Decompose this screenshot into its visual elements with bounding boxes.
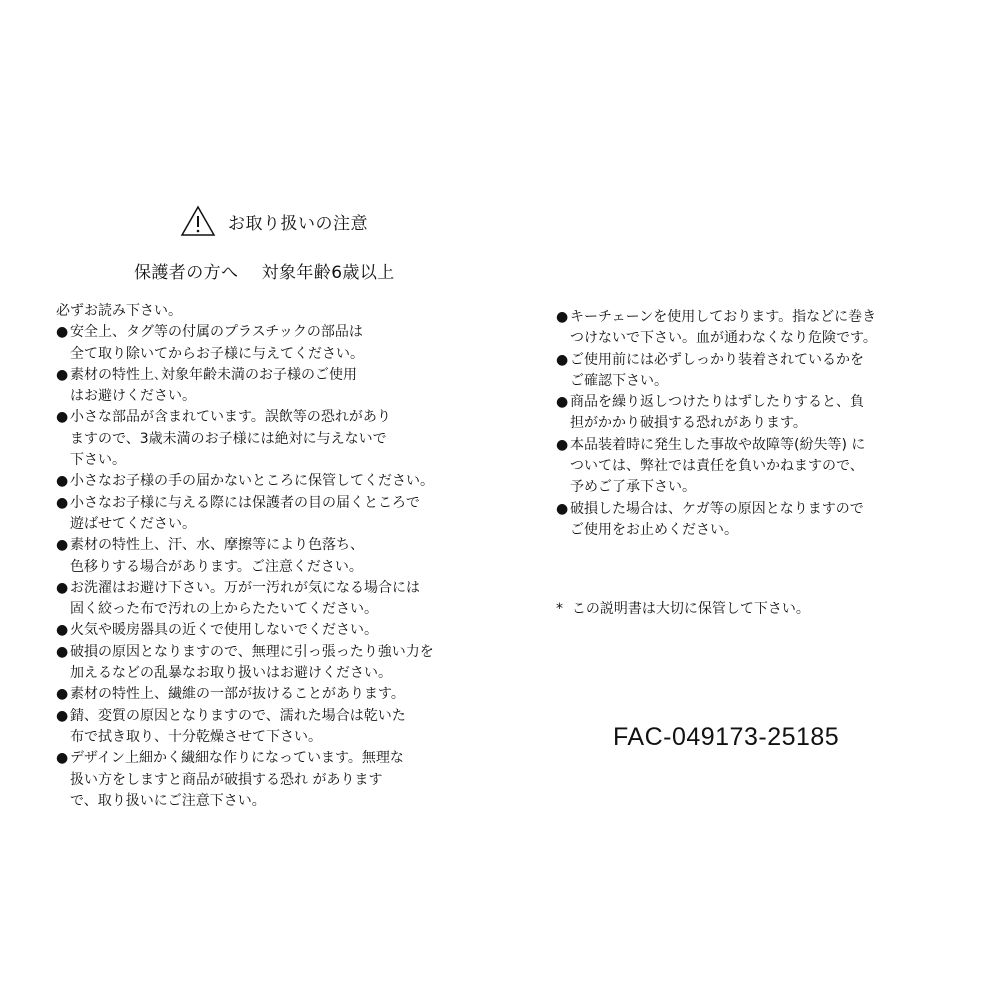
caution-line xyxy=(556,328,936,349)
bullet-icon: ● xyxy=(56,324,69,341)
bullet-icon: ● xyxy=(56,409,69,426)
caution-text: デザイン上細かく繊細な作りになっています。無理な xyxy=(70,750,404,767)
caution-line xyxy=(56,471,476,492)
caution-line xyxy=(56,322,476,343)
caution-item xyxy=(56,535,476,578)
bullet-icon: ● xyxy=(556,500,569,517)
bullet-icon: ● xyxy=(56,643,69,660)
bullet-icon: ● xyxy=(556,351,569,368)
left-column xyxy=(56,301,476,812)
caution-item xyxy=(56,578,476,621)
bullet-icon: ● xyxy=(56,750,69,767)
caution-text: はお避けください。 xyxy=(70,388,196,405)
caution-text: で、取り扱いにご注意下さい。 xyxy=(70,792,266,809)
caution-text: 遊ばせてください。 xyxy=(70,515,196,532)
caution-line xyxy=(556,499,936,520)
caution-text: 布で拭き取り、十分乾燥させて下さい。 xyxy=(70,728,322,745)
caution-text: 加えるなどの乱暴なお取り扱いはお避けください。 xyxy=(70,665,392,682)
caution-text: ますので、3歳未満のお子様には絶対に与えないで xyxy=(70,430,387,447)
caution-line xyxy=(556,435,936,456)
caution-item xyxy=(56,471,476,492)
caution-text: 火気や暖房器具の近くで使用しないでください。 xyxy=(70,622,378,639)
caution-line xyxy=(556,413,936,434)
caution-text: 錆、変質の原因となりますので、濡れた場合は乾いた xyxy=(70,707,406,724)
caution-text: 安全上、タグ等の付属のプラスチックの部品は xyxy=(70,324,363,341)
caution-text: キーチェーンを使用しております。指などに巻き xyxy=(570,309,877,325)
caution-text: つけないで下さい。血が通わなくなり危険です。 xyxy=(570,330,877,347)
caution-item xyxy=(556,350,936,393)
caution-text: 色移りする場合があります。ご注意ください。 xyxy=(70,558,363,575)
caution-text: 担がかかり破損する恐れがあります。 xyxy=(570,415,807,432)
caution-item xyxy=(556,435,936,499)
bullet-icon: ● xyxy=(56,366,69,383)
caution-line xyxy=(56,407,476,428)
caution-line xyxy=(56,642,476,663)
caution-line xyxy=(556,456,936,477)
bullet-icon: ● xyxy=(56,537,69,554)
caution-text: ご使用をお止めください。 xyxy=(570,521,738,538)
caution-item xyxy=(556,499,936,542)
intro-text: 必ずお読み下さい。 xyxy=(56,303,182,319)
caution-line xyxy=(556,350,936,371)
page-subtitle: 保護者の方へ 対象年齢6歳以上 xyxy=(134,263,395,283)
caution-line xyxy=(56,663,476,684)
warning-triangle-icon xyxy=(180,205,216,237)
caution-text: 小さな部品が含まれています。誤飲等の恐れがあり xyxy=(70,409,391,426)
caution-text: 小さなお子様に与える際には保護者の目の届くところで xyxy=(70,494,420,511)
caution-line xyxy=(56,578,476,599)
caution-line xyxy=(556,520,936,541)
caution-line xyxy=(556,371,936,392)
caution-line xyxy=(56,386,476,407)
left-item-list xyxy=(56,322,476,812)
caution-text: 全て取り除いてからお子様に与えてください。 xyxy=(70,345,364,362)
caution-line xyxy=(56,727,476,748)
caution-text: 破損した場合は、ケガ等の原因となりますので xyxy=(570,500,864,517)
caution-line xyxy=(56,365,476,386)
bullet-icon: ● xyxy=(56,579,69,596)
caution-line xyxy=(56,344,476,365)
caution-line xyxy=(56,599,476,620)
caution-text: 固く絞った布で汚れの上からたたいてください。 xyxy=(70,601,378,618)
bullet-icon: ● xyxy=(56,473,69,490)
caution-line xyxy=(56,791,476,812)
bullet-icon: ● xyxy=(56,494,69,511)
caution-text: 小さなお子様の手の届かないところに保管してください。 xyxy=(70,473,434,490)
caution-text: ご使用前には必ずしっかり装着されているかを xyxy=(570,351,864,368)
caution-line xyxy=(556,477,936,498)
caution-line xyxy=(556,307,936,328)
caution-text: ついては、弊社では責任を負いかねますので、 xyxy=(570,458,864,475)
caution-text: ご確認下さい。 xyxy=(570,372,668,389)
caution-line xyxy=(56,493,476,514)
bullet-icon: ● xyxy=(56,622,69,639)
caution-line xyxy=(56,706,476,727)
caution-item xyxy=(556,307,936,350)
caution-line xyxy=(556,392,936,413)
right-column xyxy=(556,307,936,541)
right-item-list xyxy=(556,307,936,541)
caution-item xyxy=(556,392,936,435)
caution-line xyxy=(56,557,476,578)
bullet-icon: ● xyxy=(556,309,569,325)
caution-item xyxy=(56,365,476,408)
caution-text: 下さい。 xyxy=(70,452,126,469)
caution-text: 素材の特性上､対象年齢未満のお子様のご使用 xyxy=(70,366,357,383)
caution-line xyxy=(56,429,476,450)
caution-text: 予めご了承下さい。 xyxy=(570,479,696,496)
caution-line xyxy=(56,535,476,556)
caution-text: 商品を繰り返しつけたりはずしたりすると、負 xyxy=(570,394,864,411)
bullet-icon: ● xyxy=(56,707,69,724)
caution-text: 素材の特性上、汗、水、摩擦等により色落ち、 xyxy=(70,537,364,554)
bullet-icon: ● xyxy=(556,394,569,411)
caution-item xyxy=(56,748,476,812)
caution-line xyxy=(56,748,476,769)
caution-item xyxy=(56,620,476,641)
caution-line xyxy=(56,450,476,471)
title-row xyxy=(180,205,368,237)
caution-item xyxy=(56,642,476,685)
caution-line xyxy=(56,684,476,705)
caution-item xyxy=(56,407,476,471)
caution-item xyxy=(56,684,476,705)
page-title: お取り扱いの注意 xyxy=(228,213,368,234)
caution-text: 本品装着時に発生した事故や故障等(紛失等) に xyxy=(570,436,866,453)
caution-item xyxy=(56,706,476,749)
caution-text: お洗濯はお避け下さい。万が一汚れが気になる場合には xyxy=(70,579,420,596)
caution-line xyxy=(56,770,476,791)
storage-note: * この説明書は大切に保管して下さい。 xyxy=(556,601,810,617)
caution-item xyxy=(56,322,476,365)
caution-text: 扱い方をしますと商品が破損する恐れ があります xyxy=(70,771,383,788)
caution-line xyxy=(56,514,476,535)
bullet-icon: ● xyxy=(56,686,69,703)
product-code: FAC-049173-25185 xyxy=(613,723,840,751)
caution-text: 破損の原因となりますので、無理に引っ張ったり強い力を xyxy=(70,643,434,660)
bullet-icon: ● xyxy=(556,436,569,453)
caution-text: 素材の特性上、繊維の一部が抜けることがあります。 xyxy=(70,686,405,703)
caution-item xyxy=(56,493,476,536)
caution-line xyxy=(56,620,476,641)
